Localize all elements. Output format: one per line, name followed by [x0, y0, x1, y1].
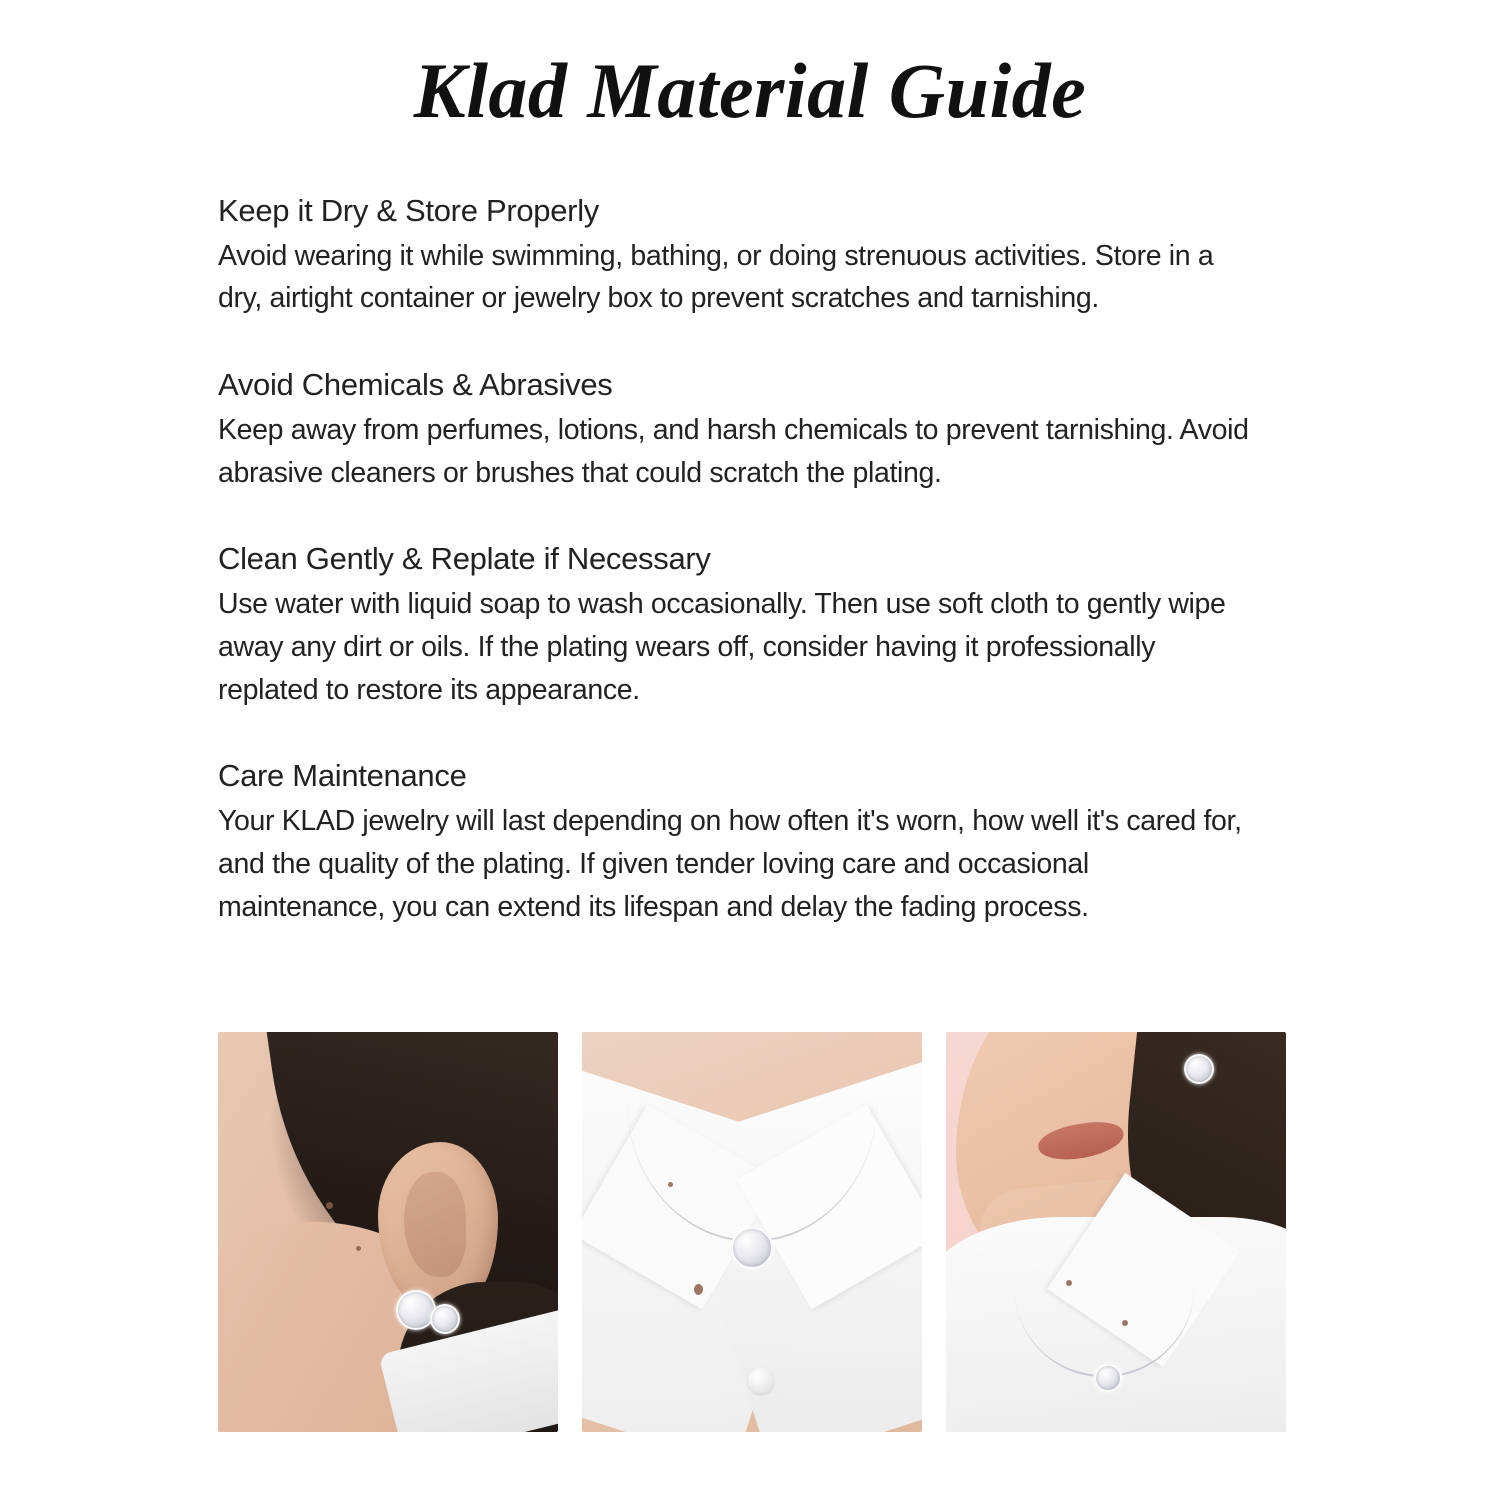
section-keep-it-dry — [218, 192, 1282, 320]
section-heading: Care Maintenance — [218, 758, 467, 794]
photo-stud-earrings-on-ear — [218, 1032, 558, 1432]
section-body: Use water with liquid soap to wash occasionally. Then use soft cloth to gently wipe away any dirt or oils. If the plating wears off, consider having it professionally replated to restore its appearance. — [218, 588, 1226, 706]
pendant-icon — [731, 1227, 773, 1269]
stud-earring-icon — [1184, 1054, 1214, 1084]
section-avoid-chemicals — [218, 366, 1282, 494]
guide-sections — [0, 192, 1500, 929]
stud-earring-small-icon — [430, 1304, 460, 1334]
section-body: Avoid wearing it while swimming, bathing, or doing strenuous activities. Store in a dry, airtight container or jewelry box to prevent scratches and tarnishing. — [218, 239, 1214, 315]
section-heading: Clean Gently & Replate if Necessary — [218, 541, 711, 577]
section-care-maintenance — [218, 757, 1282, 928]
skin-mark — [356, 1246, 361, 1251]
skin-mark — [1122, 1320, 1128, 1326]
section-heading: Avoid Chemicals & Abrasives — [218, 367, 613, 403]
pendant-icon — [1094, 1364, 1122, 1392]
photo-model-with-earring-and-necklace — [946, 1032, 1286, 1432]
section-body: Keep away from perfumes, lotions, and harsh chemicals to prevent tarnishing. Avoid abrasive cleaners or brushes that could scratch the plating. — [218, 413, 1249, 489]
skin-mark — [1066, 1280, 1072, 1286]
section-heading: Keep it Dry & Store Properly — [218, 192, 599, 228]
section-body: Your KLAD jewelry will last depending on how often it's worn, how well it's cared for, and the quality of the plating. If given tender loving care and occasional maintenance, you can extend its lifespan and delay the fading process. — [218, 805, 1242, 923]
product-photo-gallery — [218, 1032, 1286, 1432]
section-clean-gently — [218, 540, 1282, 711]
skin-mark — [694, 1284, 703, 1295]
page-title: Klad Material Guide — [413, 47, 1087, 134]
skin-mark — [326, 1202, 333, 1209]
photo-pendant-necklace-on-chest — [582, 1032, 922, 1432]
skin-mark — [668, 1182, 673, 1187]
shirt-button-icon — [748, 1368, 774, 1394]
